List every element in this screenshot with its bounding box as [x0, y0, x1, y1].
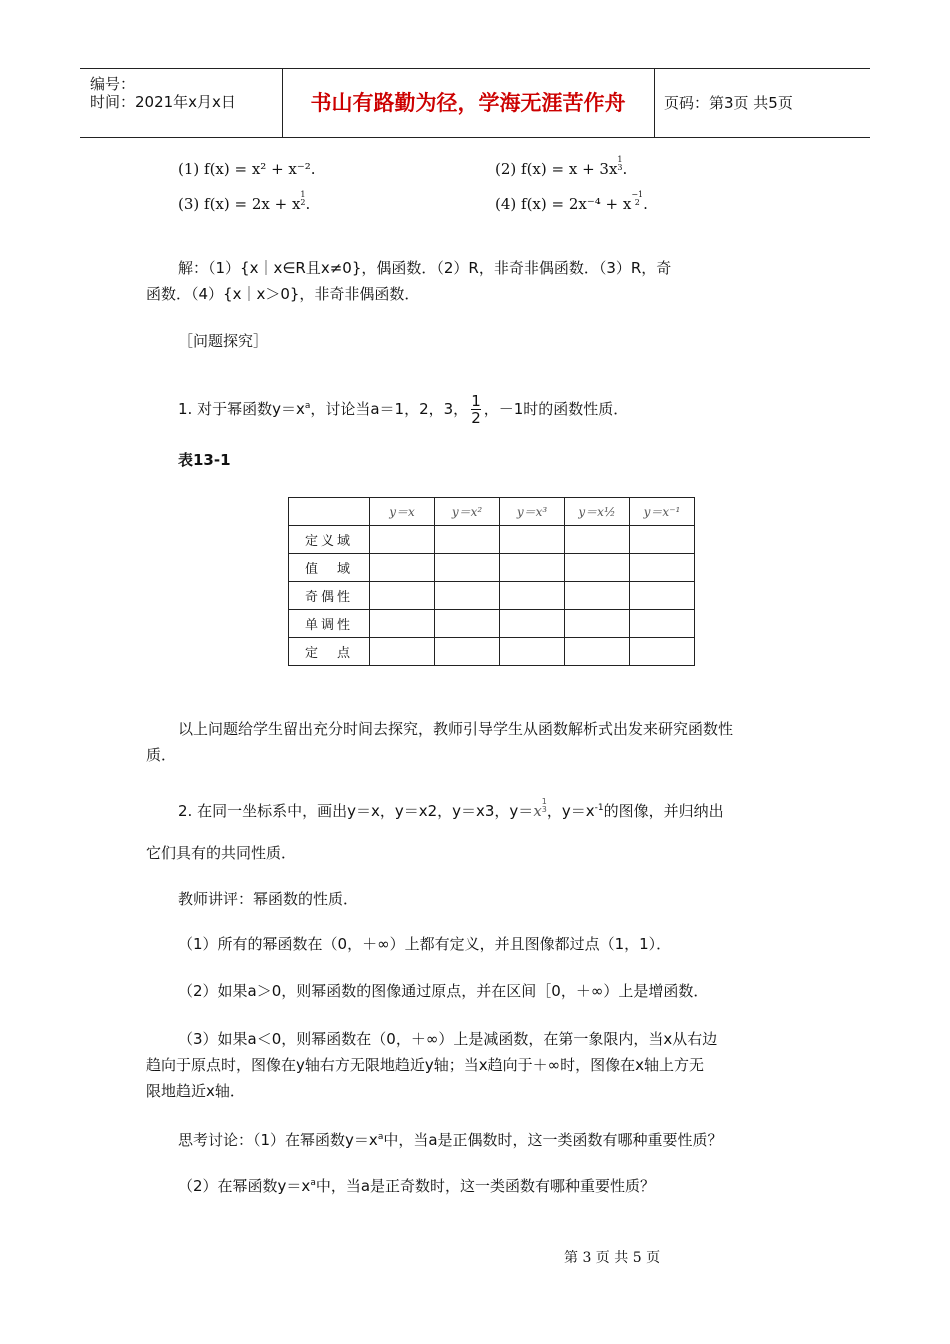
table-cell	[370, 582, 435, 610]
formula-2: (2) f(x) = x + 3x 1 3 .	[495, 155, 628, 178]
table-cell	[500, 526, 565, 554]
property-3-line-1: （3）如果a＜0，则幂函数在（0，＋∞）上是减函数，在第一象限内，当x从右边	[178, 1030, 718, 1048]
table-cell	[370, 554, 435, 582]
formula-3: (3) f(x) = 2x + x 1 2 .	[178, 190, 311, 213]
table-cell	[435, 582, 500, 610]
formula-4-text: (4) f(x) = 2x⁻⁴ + x	[495, 195, 632, 213]
table-cell	[500, 638, 565, 666]
table-cell	[435, 610, 500, 638]
formula-2-text: (2) f(x) = x + 3x	[495, 160, 618, 178]
question-2: 2. 在同一坐标系中，画出y＝x，y＝x2，y＝x3，y＝x 1 3 ，$y=x^{-1}$的图像，并归纳出	[178, 796, 724, 820]
table-cell	[630, 610, 695, 638]
table-cell	[565, 554, 630, 582]
table-cell	[370, 610, 435, 638]
property-1: （1）所有的幂函数在（0，＋∞）上都有定义，并且图像都过点（1，1）．	[178, 935, 672, 953]
solution-line-2: 函数．（4）{x｜x＞0}，非奇非偶函数．	[146, 285, 420, 303]
col-header: y＝x³	[500, 498, 565, 526]
header-info-cell	[80, 69, 283, 137]
property-2: （2）如果a＞0，则幂函数的图像通过原点，并在区间［0，＋∞）上是增函数．	[178, 982, 709, 1000]
header-motto: 书山有路勤为径，学海无涯苦作舟	[282, 69, 655, 137]
table-cell	[565, 638, 630, 666]
table-cell	[565, 526, 630, 554]
table-cell	[435, 638, 500, 666]
row-header: 值 域	[289, 554, 370, 582]
col-header: y＝x⁻¹	[630, 498, 695, 526]
table-cell	[435, 554, 500, 582]
para-1-line-1: 以上问题给学生留出充分时间去探究，教师引导学生从函数解析式出发来研究函数性	[178, 720, 734, 738]
row-header: 单调性	[289, 610, 370, 638]
table-cell	[630, 526, 695, 554]
formula-4: (4) f(x) = 2x⁻⁴ + x −1 2 .	[495, 190, 648, 213]
table-cell	[370, 638, 435, 666]
page-header	[80, 68, 870, 138]
question-2-line-2: 它们具有的共同性质．	[146, 844, 297, 862]
think-line-1: 思考讨论：（1）在幂函数$y=x^a$中，当a是正偶数时，这一类函数有哪种重要性质？	[178, 1131, 723, 1149]
table-cell	[435, 526, 500, 554]
teacher-comment: 教师讲评：幂函数的性质．	[178, 890, 359, 908]
table-label: 表13-1	[178, 451, 231, 469]
formula-3-text: (3) f(x) = 2x + x	[178, 195, 301, 213]
table-corner	[289, 498, 370, 526]
formula-3-exponent: 1 2	[300, 190, 306, 207]
para-1-line-2: 质．	[146, 746, 177, 764]
formula-4-exponent: −1 2	[631, 190, 644, 207]
col-header: y＝x	[370, 498, 435, 526]
think-line-2: （2）在幂函数$y=x^a$中，当a是正奇数时，这一类函数有哪种重要性质？	[178, 1177, 656, 1195]
properties-table	[288, 497, 695, 666]
col-header: y＝x²	[435, 498, 500, 526]
table-cell	[500, 582, 565, 610]
number-label: 编号：	[90, 75, 136, 93]
table-cell	[500, 610, 565, 638]
row-header: 奇偶性	[289, 582, 370, 610]
row-header: 定义域	[289, 526, 370, 554]
question-1: 1. 对于幂函数$y=x^a$，讨论当a＝1，2，3， $\frac{1}{2}$ ，－1时的函数性质．	[178, 392, 629, 427]
formula-2-exponent: 1 3	[617, 155, 623, 172]
formula-1: (1) f(x) = x² + x⁻².	[178, 160, 316, 178]
solution-line-1: 解：（1）{x｜x∈R且x≠0}，偶函数．（2）R，非奇非偶函数．（3）R，奇	[178, 259, 672, 277]
table-cell	[630, 582, 695, 610]
row-header: 定 点	[289, 638, 370, 666]
header-page-label: 页码：第3页 共5页	[664, 94, 793, 112]
q2-exponent: 1 3	[541, 796, 547, 814]
table-cell	[370, 526, 435, 554]
page-footer: 第 3 页 共 5 页	[564, 1250, 661, 1266]
time-label: 时间：2021年x月x日	[90, 93, 236, 111]
col-header: y＝x½	[565, 498, 630, 526]
property-3-line-2: 趋向于原点时，图像在y轴右方无限地趋近y轴；当x趋向于＋∞时，图像在x轴上方无	[146, 1056, 705, 1074]
table-cell	[500, 554, 565, 582]
table-cell	[565, 582, 630, 610]
table-cell	[630, 638, 695, 666]
table-cell	[565, 610, 630, 638]
q1-fraction: $\frac{1}{2}$	[471, 392, 481, 427]
table-cell	[630, 554, 695, 582]
property-3-line-3: 限地趋近x轴．	[146, 1082, 245, 1100]
section-title: ［问题探究］	[178, 332, 269, 350]
